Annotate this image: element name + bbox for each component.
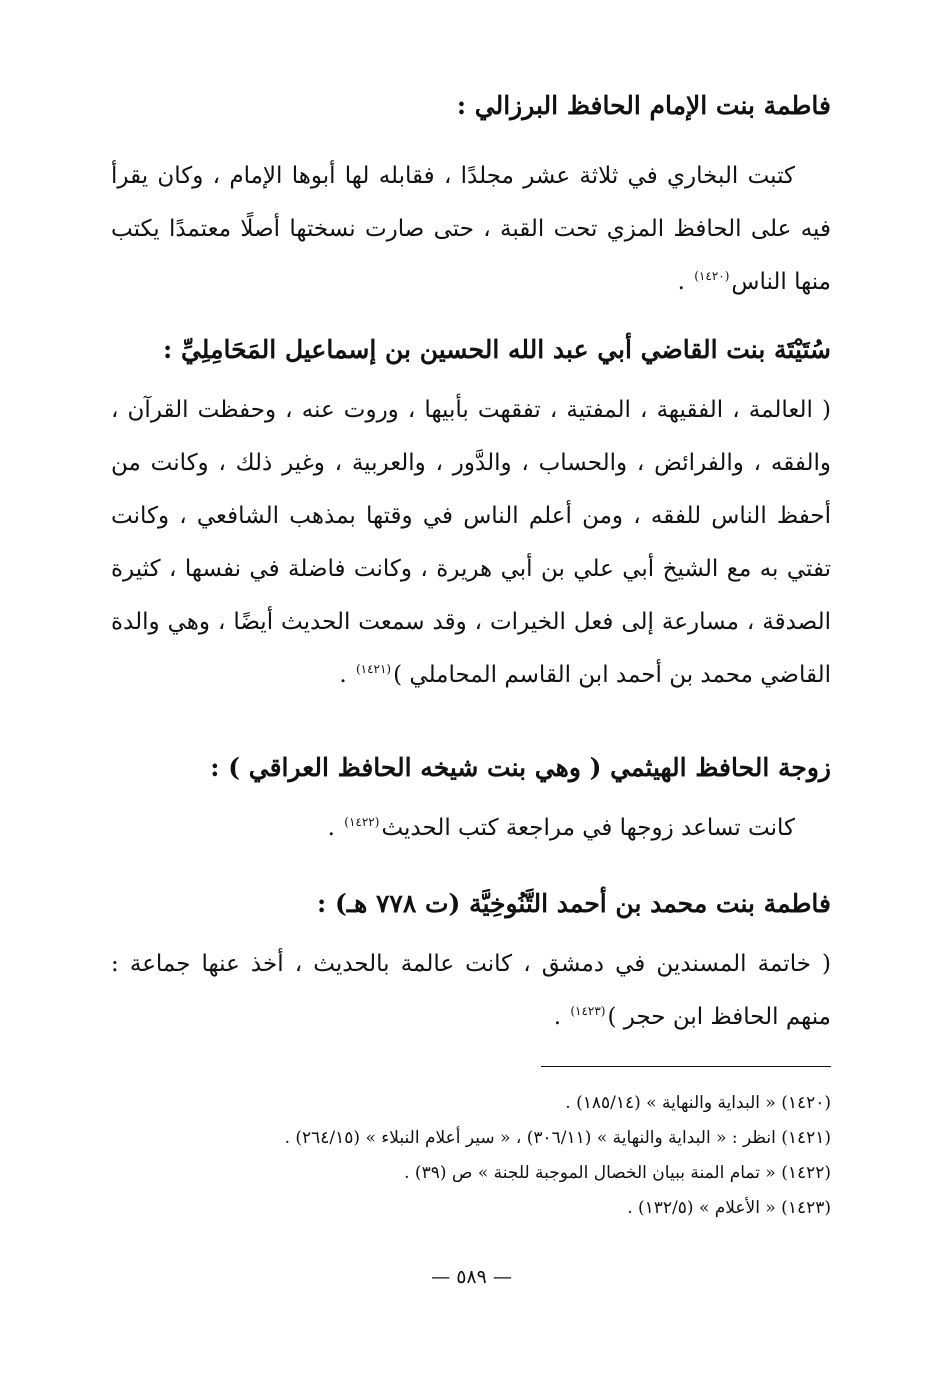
body-text: ( العالمة ، الفقيهة ، المفتية ، تفقهت بأبيها ، وروت عنه ، وحفظت القرآن ، والفقه ، والفرائض ، والحساب ، والدَّور ، والعربية ، وغير ذلك ، وكانت من أحفظ الناس للفقه ، ومن أعلم الناس في وقتها بمذهب الشافعي ، وكانت تفتي به مع الشيخ أبي علي بن أبي هريرة ، وكانت فاضلة في نفسها ، كثيرة الصدقة ، مسارعة إلى فعل الخيرات ، وقد سمعت الحديث أيضًا ، وهي والدة القاضي محمد بن أحمد ابن القاسم المحاملي ): [111, 397, 832, 688]
body-tail: .: [339, 662, 354, 688]
section-heading-fatima-tanukhiyya: [111, 884, 831, 924]
section-body-sutayta: [111, 384, 831, 702]
section-heading-haythami-wife: [111, 748, 831, 788]
footnote-1420: (١٤٢٠) « البداية والنهاية » (١٨٥/١٤) .: [565, 1093, 831, 1113]
footnote-separator: [541, 1066, 831, 1067]
section-heading-sutayta: [111, 330, 831, 370]
section-body-haythami-wife: [111, 802, 831, 855]
section-heading-fatima-barzali: [111, 86, 831, 126]
body-text: كتبت البخاري في ثلاثة عشر مجلدًا ، فقابله لها أبوها الإمام ، وكان يقرأ فيه على الحافظ المزي تحت القبة ، حتى صارت نسختها أصلًا معتمدًا يكتب منها الناس: [111, 163, 831, 295]
section-body-fatima-barzali: [111, 150, 831, 309]
footnote-ref-1423[interactable]: (١٤٢٣): [570, 1004, 606, 1019]
footnotes: [111, 1086, 831, 1226]
page-number: — ٥٨٩ —: [431, 1266, 512, 1288]
footnote-1421: (١٤٢١) انظر : « البداية والنهاية » (٣٠٦/١١) ، « سير أعلام النبلاء » (٢٦٤/١٥) .: [284, 1128, 831, 1148]
footnote-1423: (١٤٢٣) « الأعلام » (١٣٢/٥) .: [627, 1198, 831, 1218]
footnote-ref-1420[interactable]: (١٤٢٠): [694, 269, 730, 284]
heading-text: سُتَيْتَة بنت القاضي أبي عبد الله الحسين بن إسماعيل المَحَامِلِيِّ :: [163, 335, 831, 364]
body-tail: .: [677, 269, 693, 295]
heading-text: فاطمة بنت الإمام الحافظ البرزالي :: [456, 91, 831, 120]
body-tail: .: [327, 815, 343, 841]
heading-text: زوجة الحافظ الهيثمي ( وهي بنت شيخه الحافظ العراقي ) :: [210, 753, 831, 782]
footnote-1422: (١٤٢٢) « تمام المنة ببيان الخصال الموجبة للجنة » ص (٣٩) .: [404, 1163, 831, 1183]
footnote-ref-1422[interactable]: (١٤٢٢): [344, 815, 380, 830]
footnote-ref-1421[interactable]: (١٤٢١): [355, 662, 392, 677]
section-body-fatima-tanukhiyya: [111, 938, 831, 1044]
body-text: كانت تساعد زوجها في مراجعة كتب الحديث: [381, 815, 795, 841]
body-text: ( خاتمة المسندين في دمشق ، كانت عالمة بالحديث ، أخذ عنها جماعة : منهم الحافظ ابن حجر ): [111, 951, 831, 1030]
body-tail: .: [553, 1004, 569, 1030]
heading-text: فاطمة بنت محمد بن أحمد التَّنُوخِيَّة (ت ٧٧٨ هـ) :: [317, 889, 831, 918]
